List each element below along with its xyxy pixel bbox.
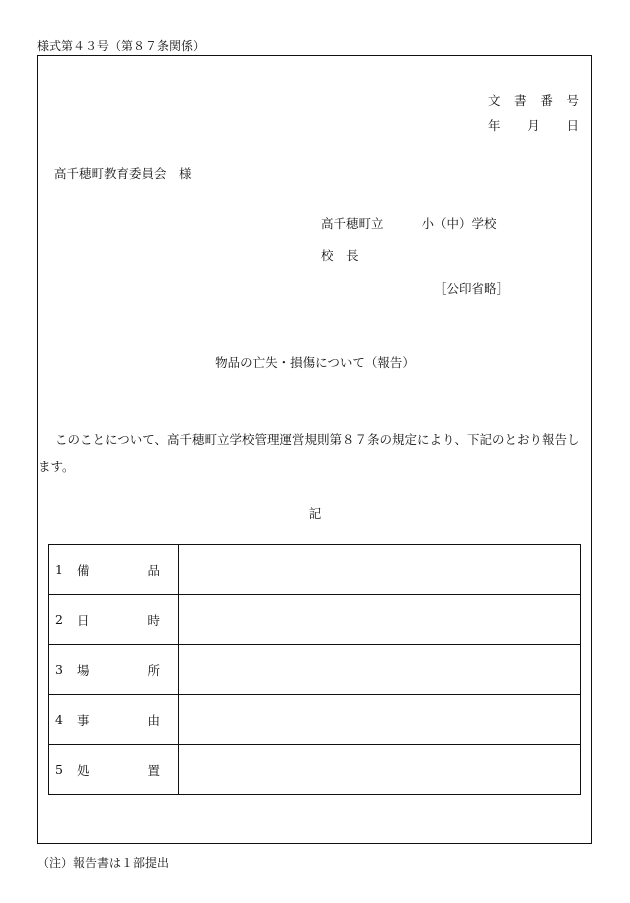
item-value-cell[interactable] [179,595,581,645]
item-label-char: 事 [77,712,90,728]
item-label-cell [49,745,179,795]
item-value-cell[interactable] [179,545,581,595]
item-label-char: 所 [147,662,160,678]
table-row [49,595,581,645]
document-number-label [488,91,579,109]
item-number: 5 [55,762,63,777]
table-row [49,695,581,745]
item-label-char: 日 [77,612,90,628]
doc-number-char: 文 [488,93,501,108]
form-number: 様式第４３号（第８７条関係） [37,39,206,53]
recipient: 高千穂町教育委員会 様 [54,166,192,181]
footnote: （注）報告書は１部提出 [37,856,170,870]
item-label-char: 場 [77,662,90,678]
date-month-char: 月 [527,118,540,133]
item-number: 3 [55,662,63,677]
item-label-char: 備 [77,562,90,578]
seal-omitted-note: ［公印省略］ [434,281,510,296]
item-label-cell [49,695,179,745]
item-number: 2 [55,612,63,627]
item-number: 1 [55,562,63,577]
school-prefix: 高千穂町立 [321,216,384,231]
body-text: このことについて、高千穂町立学校管理運営規則第８７条の規定により、下記のとおり報告します。 [38,432,580,474]
date-day-char: 日 [566,118,579,133]
item-label-cell [49,545,179,595]
report-items-table [48,544,581,795]
item-value-cell[interactable] [179,745,581,795]
date-year-char: 年 [488,118,501,133]
item-value-cell[interactable] [179,695,581,745]
doc-number-char: 番 [540,93,553,108]
doc-number-char: 号 [566,93,579,108]
document-title: 物品の亡失・損傷について（報告） [215,355,415,370]
item-value-cell[interactable] [179,645,581,695]
item-label-char: 品 [147,562,160,578]
date-line [488,116,579,134]
table-row [49,645,581,695]
table-row [49,545,581,595]
item-label-char: 置 [147,762,160,778]
item-label-cell [49,645,179,695]
item-label-cell [49,595,179,645]
item-label-char: 処 [77,762,90,778]
principal-label: 校 長 [321,248,359,263]
item-label-char: 由 [147,712,160,728]
ki-heading: 記 [308,506,322,521]
school-suffix: 小（中）学校 [421,216,497,231]
table-row [49,745,581,795]
school-name-line [321,214,497,232]
doc-number-char: 書 [514,93,527,108]
item-label-char: 時 [147,612,160,628]
item-number: 4 [55,712,63,727]
